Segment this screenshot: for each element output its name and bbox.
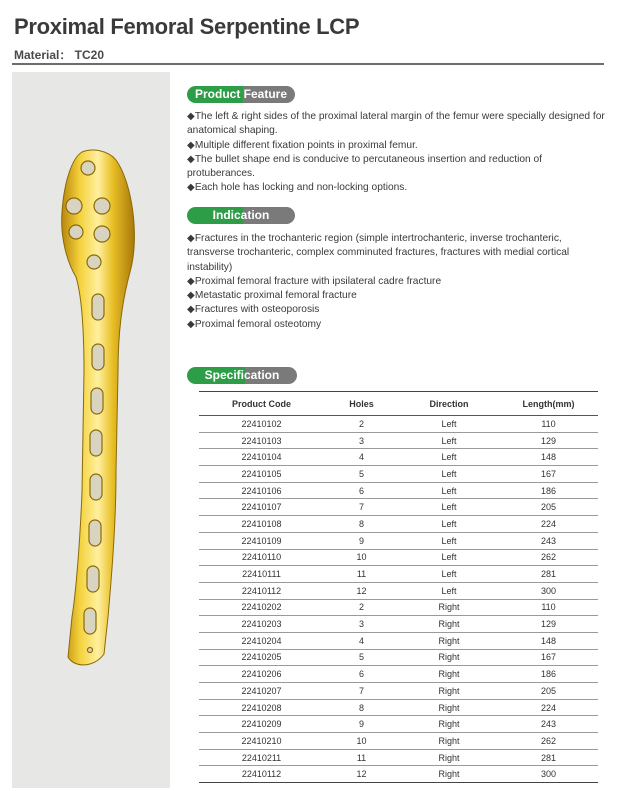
cell-product-code: 22410209 — [199, 716, 324, 733]
cell-length: 281 — [499, 566, 598, 583]
cell-direction: Left — [399, 432, 499, 449]
cell-length: 129 — [499, 616, 598, 633]
table-row — [199, 749, 598, 766]
cell-holes: 12 — [324, 582, 399, 599]
cell-product-code: 22410203 — [199, 616, 324, 633]
feature-item: ◆The left & right sides of the proximal lateral margin of the femur were specially designed for anatomical shaping. — [187, 111, 605, 137]
cell-direction: Right — [399, 599, 499, 616]
indication-list — [187, 232, 605, 332]
cell-direction: Right — [399, 616, 499, 633]
cell-holes: 2 — [324, 416, 399, 433]
cell-holes: 5 — [324, 649, 399, 666]
cell-holes: 10 — [324, 733, 399, 750]
table-row — [199, 416, 598, 433]
cell-product-code: 22410202 — [199, 599, 324, 616]
cell-holes: 9 — [324, 716, 399, 733]
cell-direction: Left — [399, 566, 499, 583]
cell-direction: Right — [399, 649, 499, 666]
cell-holes: 4 — [324, 632, 399, 649]
cell-product-code: 22410208 — [199, 699, 324, 716]
cell-length: 300 — [499, 582, 598, 599]
cell-product-code: 22410105 — [199, 466, 324, 483]
column-header-product-code: Product Code — [199, 392, 324, 416]
feature-item: ◆Multiple different fixation points in proximal femur. — [187, 139, 418, 151]
cell-holes: 7 — [324, 683, 399, 700]
cell-holes: 8 — [324, 699, 399, 716]
column-header-length: Length(mm) — [499, 392, 598, 416]
table-body — [199, 416, 598, 783]
table-row — [199, 582, 598, 599]
cell-direction: Left — [399, 466, 499, 483]
cell-length: 167 — [499, 649, 598, 666]
cell-direction: Left — [399, 449, 499, 466]
title-divider — [12, 63, 604, 65]
cell-holes: 3 — [324, 432, 399, 449]
cell-direction: Right — [399, 716, 499, 733]
cell-holes: 11 — [324, 749, 399, 766]
cell-product-code: 22410107 — [199, 499, 324, 516]
cell-product-code: 22410103 — [199, 432, 324, 449]
cell-direction: Right — [399, 766, 499, 783]
table-row — [199, 649, 598, 666]
cell-product-code: 22410112 — [199, 582, 324, 599]
table-row — [199, 716, 598, 733]
cell-direction: Right — [399, 699, 499, 716]
cell-product-code: 22410210 — [199, 733, 324, 750]
section-title-product-feature: Product Feature — [194, 87, 287, 101]
cell-length: 186 — [499, 666, 598, 683]
section-header-product-feature — [187, 86, 295, 103]
table-row — [199, 482, 598, 499]
cell-holes: 2 — [324, 599, 399, 616]
cell-length: 129 — [499, 432, 598, 449]
indication-item: ◆Proximal femoral fracture with ipsilateral cadre fracture — [187, 275, 442, 287]
cell-holes: 3 — [324, 616, 399, 633]
cell-direction: Left — [399, 582, 499, 599]
cell-length: 148 — [499, 632, 598, 649]
cell-product-code: 22410104 — [199, 449, 324, 466]
cell-product-code: 22410109 — [199, 532, 324, 549]
cell-holes: 11 — [324, 566, 399, 583]
cell-holes: 10 — [324, 549, 399, 566]
feature-item: ◆Each hole has locking and non-locking options. — [187, 182, 408, 194]
cell-length: 167 — [499, 466, 598, 483]
cell-holes: 12 — [324, 766, 399, 783]
product-image-panel — [12, 72, 170, 788]
cell-product-code: 22410111 — [199, 566, 324, 583]
cell-product-code: 22410205 — [199, 649, 324, 666]
cell-length: 224 — [499, 699, 598, 716]
cell-product-code: 22410211 — [199, 749, 324, 766]
cell-direction: Left — [399, 499, 499, 516]
cell-direction: Right — [399, 683, 499, 700]
table-row — [199, 449, 598, 466]
section-title-indication: Indication — [212, 208, 270, 222]
table-row — [199, 733, 598, 750]
cell-length: 224 — [499, 516, 598, 533]
cell-product-code: 22410106 — [199, 482, 324, 499]
cell-direction: Right — [399, 749, 499, 766]
cell-direction: Left — [399, 482, 499, 499]
table-row — [199, 566, 598, 583]
cell-holes: 6 — [324, 482, 399, 499]
indication-item: ◆Fractures with osteoporosis — [187, 304, 320, 316]
table-row — [199, 683, 598, 700]
material-label: Material： TC20 — [14, 48, 105, 62]
table-row — [199, 532, 598, 549]
table-row — [199, 616, 598, 633]
cell-product-code: 22410102 — [199, 416, 324, 433]
cell-direction: Left — [399, 416, 499, 433]
cell-holes: 7 — [324, 499, 399, 516]
cell-holes: 8 — [324, 516, 399, 533]
table-row — [199, 699, 598, 716]
section-header-specification — [187, 367, 297, 384]
cell-product-code: 22410204 — [199, 632, 324, 649]
page-title: Proximal Femoral Serpentine LCP — [14, 14, 360, 39]
product-feature-list — [187, 110, 605, 196]
cell-length: 148 — [499, 449, 598, 466]
table-row — [199, 499, 598, 516]
cell-direction: Right — [399, 632, 499, 649]
cell-length: 262 — [499, 549, 598, 566]
table-row — [199, 766, 598, 783]
specification-table — [199, 391, 598, 783]
cell-length: 110 — [499, 416, 598, 433]
cell-direction: Left — [399, 516, 499, 533]
table-row — [199, 516, 598, 533]
cell-length: 243 — [499, 716, 598, 733]
table-row — [199, 632, 598, 649]
cell-product-code: 22410112 — [199, 766, 324, 783]
indication-item: ◆Proximal femoral osteotomy — [187, 318, 322, 330]
bone-plate-image — [12, 72, 170, 788]
cell-product-code: 22410206 — [199, 666, 324, 683]
cell-holes: 4 — [324, 449, 399, 466]
table-header-row — [199, 392, 598, 416]
cell-length: 110 — [499, 599, 598, 616]
cell-length: 205 — [499, 499, 598, 516]
cell-product-code: 22410108 — [199, 516, 324, 533]
table-row — [199, 466, 598, 483]
cell-length: 281 — [499, 749, 598, 766]
cell-product-code: 22410207 — [199, 683, 324, 700]
indication-item: ◆Fractures in the trochanteric region (simple intertrochanteric, inverse trochanteric, transverse trochanteric, complex comminuted fractures, fractures with medial cortical instability) — [187, 233, 570, 273]
cell-direction: Left — [399, 549, 499, 566]
column-header-direction: Direction — [399, 392, 499, 416]
table-row — [199, 599, 598, 616]
section-header-indication — [187, 207, 295, 224]
feature-item: ◆The bullet shape end is conducive to percutaneous insertion and reduction of protuberances. — [187, 153, 543, 180]
cell-direction: Right — [399, 733, 499, 750]
cell-length: 243 — [499, 532, 598, 549]
indication-item: ◆Metastatic proximal femoral fracture — [187, 290, 357, 302]
cell-length: 262 — [499, 733, 598, 750]
cell-length: 186 — [499, 482, 598, 499]
section-title-specification: Specification — [204, 368, 280, 382]
cell-length: 300 — [499, 766, 598, 783]
table-row — [199, 666, 598, 683]
cell-holes: 5 — [324, 466, 399, 483]
cell-length: 205 — [499, 683, 598, 700]
cell-holes: 9 — [324, 532, 399, 549]
table-row — [199, 432, 598, 449]
cell-product-code: 22410110 — [199, 549, 324, 566]
cell-direction: Left — [399, 532, 499, 549]
column-header-holes: Holes — [324, 392, 399, 416]
cell-holes: 6 — [324, 666, 399, 683]
table-row — [199, 549, 598, 566]
cell-direction: Right — [399, 666, 499, 683]
